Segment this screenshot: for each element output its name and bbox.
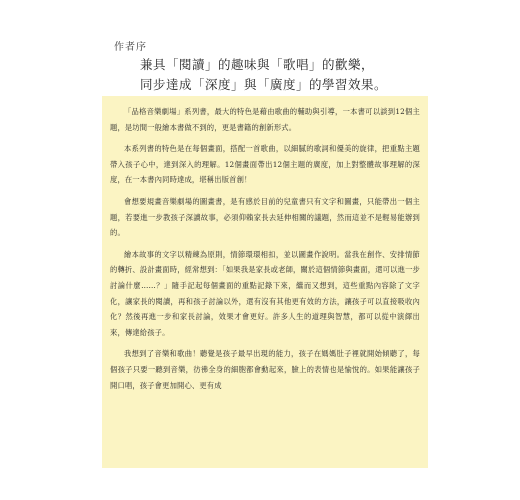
paragraph-1: 「品格音樂劇場」系列書，最大的特色是藉由歌曲的輔助與引導，一本書可以談到12個主題，是坊間一般繪本書做不到的，更是書籍的創新形式。 (110, 107, 420, 132)
paragraph-2: 本系列書的特色是在每個畫面，搭配一首歌曲，以細膩的歌詞和優美的旋律，把重點主題帶入孩子心中，達到深入的理解。12個畫面帶出12個主題的廣度，加上對整體故事理解的深度，在一本書內同時達成，堪稱出版首創！ (110, 144, 420, 185)
paragraph-5: 我想到了音樂和歌曲！聽覺是孩子最早出現的能力，孩子在媽媽肚子裡就開始傾聽了，每個孩子只要一聽到音樂，彷彿全身的細胞都會動起來，臉上的表情也是愉悅的。如果能讓孩子開口唱，孩子會更加開心、更有成 (110, 349, 420, 390)
section-label: 作者序 (114, 42, 147, 53)
paragraph-4: 繪本故事的文字以精練為原則，情節環環相扣，並以圖畫作說明。當我在創作、安排情節的轉折、設計畫面時，經常想到：「如果我是家長或老師，關於這個情節與畫面，還可以進一步討論什麼……？」隨手記起每個畫面的重點記錄下來，繼而又想到，這些重點內容除了文字化，讓家長的閱讀，再和孩子討論以外，還有沒有其他更有效的方法，讓孩子可以直接吸收內化？然後再進一步和家長討論，效果才會更好。許多人生的道理與智慧，都可以從中演繹出來，傳達給孩子。 (110, 249, 420, 337)
paragraph-3: 會想要規畫音樂劇場的圖畫書，是有感於目前的兒童書只有文字和圖畫，只能帶出一個主題，若要進一步教孩子深讀故事，必須仰賴家長去延伸相關的議題，然而這並不是輕易能辦到的。 (110, 196, 420, 238)
headline-line-1: 兼具「閱讀」的趣味與「歌唱」的歡樂， (140, 57, 375, 72)
headline-line-2: 同步達成「深度」與「廣度」的學習效果。 (140, 77, 388, 92)
body-text-box (102, 96, 428, 468)
